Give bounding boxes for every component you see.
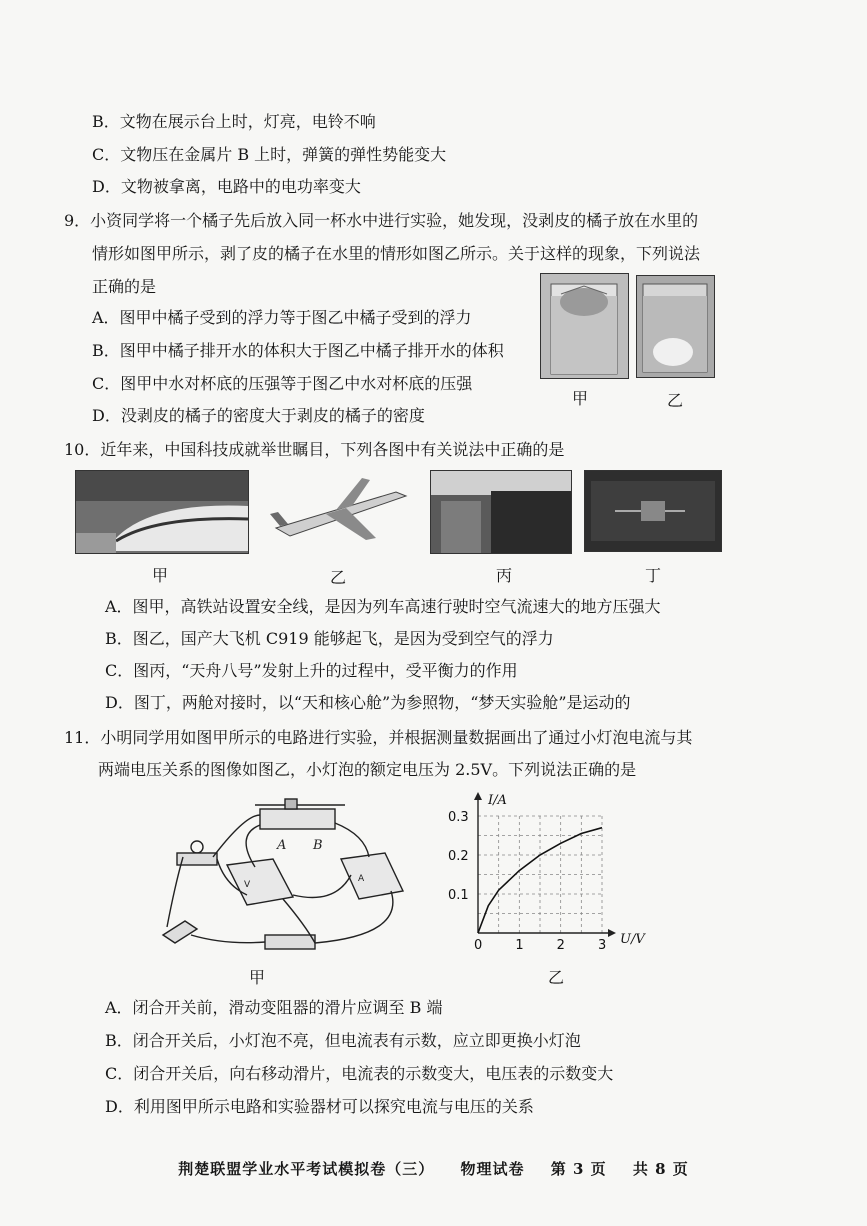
circuit-diagram [155, 795, 415, 955]
y-axis-arrow [474, 792, 482, 800]
caption-yi-q10: 乙 [329, 568, 346, 587]
y-tick-label: 0.3 [448, 810, 469, 825]
x-tick-label: 0 [474, 938, 483, 953]
q10-stem: 10．近年来，中国科技成就举世瞩目，下列各图中有关说法中正确的是 [64, 440, 565, 459]
beaker-photo-jia [540, 273, 629, 379]
y-tick-label: 0.2 [448, 849, 469, 864]
y-tick-label: 0.1 [448, 888, 469, 903]
x-tick-label: 2 [556, 938, 565, 953]
q8-option-b: B．文物在展示台上时，灯亮，电铃不响 [92, 112, 376, 131]
footer-page-number: 第 3 页 [550, 1160, 607, 1178]
caption-jia-q10: 甲 [151, 566, 168, 585]
q9-stem-line1: 9．小资同学将一个橘子先后放入同一杯水中进行实验，她发现，没剥皮的橘子放在水里的 [64, 211, 699, 230]
caption-yi-q11: 乙 [547, 968, 564, 987]
q10-option-a: A．图甲，高铁站设置安全线，是因为列车高速行驶时空气流速大的地方压强大 [105, 597, 661, 616]
q9-option-a: A．图甲中橘子受到的浮力等于图乙中橘子受到的浮力 [92, 308, 472, 327]
q10-option-c: C．图丙，“天舟八号”发射上升的过程中，受平衡力的作用 [105, 661, 518, 680]
footer-total-pages: 共 8 页 [632, 1160, 689, 1178]
q11-stem-line2: 两端电压关系的图像如图乙，小灯泡的额定电压为 2.5V。下列说法正确的是 [98, 760, 637, 779]
page-footer [0, 1158, 867, 1179]
iu-graph [440, 788, 670, 958]
rheostat-end-b-label: B [313, 838, 323, 853]
q9-stem-line3: 正确的是 [92, 277, 157, 296]
q10-option-b: B．图乙，国产大飞机 C919 能够起飞，是因为受到空气的浮力 [105, 629, 554, 648]
x-tick-label: 3 [598, 938, 607, 953]
rheostat-end-a-label: A [277, 838, 287, 853]
caption-yi-q9: 乙 [666, 391, 683, 410]
iu-curve [478, 828, 602, 933]
caption-bing-q10: 丙 [495, 566, 512, 585]
x-axis-arrow [608, 929, 616, 937]
airplane-photo [266, 470, 412, 550]
q8-option-d: D．文物被拿离，电路中的电功率变大 [92, 177, 361, 196]
caption-jia-q11: 甲 [248, 968, 265, 987]
x-axis-label: U/V [620, 932, 645, 947]
q9-option-b: B．图甲中橘子排开水的体积大于图乙中橘子排开水的体积 [92, 341, 504, 360]
x-tick-label: 1 [515, 938, 524, 953]
q9-stem-line2: 情形如图甲所示，剥了皮的橘子在水里的情形如图乙所示。关于这样的现象，下列说法 [92, 244, 701, 263]
train-photo [75, 470, 249, 554]
caption-jia-q9: 甲 [571, 389, 588, 408]
caption-ding-q10: 丁 [644, 566, 661, 585]
q11-option-a: A．闭合开关前，滑动变阻器的滑片应调至 B 端 [105, 998, 443, 1017]
footer-exam-title: 荆楚联盟学业水平考试模拟卷（三） [178, 1160, 435, 1178]
q9-option-d: D．没剥皮的橘子的密度大于剥皮的橘子的密度 [92, 406, 425, 425]
q11-option-c: C．闭合开关后，向右移动滑片，电流表的示数变大，电压表的示数变大 [105, 1064, 614, 1083]
rocket-launch-photo [430, 470, 572, 554]
ammeter-symbol: A [358, 874, 365, 884]
q11-option-b: B．闭合开关后，小灯泡不亮，但电流表有示数，应立即更换小灯泡 [105, 1031, 581, 1050]
beaker-photo-yi [636, 275, 715, 378]
q9-option-c: C．图甲中水对杯底的压强等于图乙中水对杯底的压强 [92, 374, 473, 393]
q11-option-d: D．利用图甲所示电路和实验器材可以探究电流与电压的关系 [105, 1097, 534, 1116]
q8-option-c: C．文物压在金属片 B 上时，弹簧的弹性势能变大 [92, 145, 447, 164]
q11-stem-line1: 11．小明同学用如图甲所示的电路进行实验，并根据测量数据画出了通过小灯泡电流与其 [64, 728, 693, 747]
y-axis-label: I/A [488, 793, 507, 808]
space-docking-photo [584, 470, 722, 552]
q10-option-d: D．图丁，两舱对接时，以“天和核心舱”为参照物，“梦天实验舱”是运动的 [105, 693, 631, 712]
voltmeter-symbol: V [244, 880, 251, 890]
footer-subject: 物理试卷 [460, 1160, 525, 1178]
